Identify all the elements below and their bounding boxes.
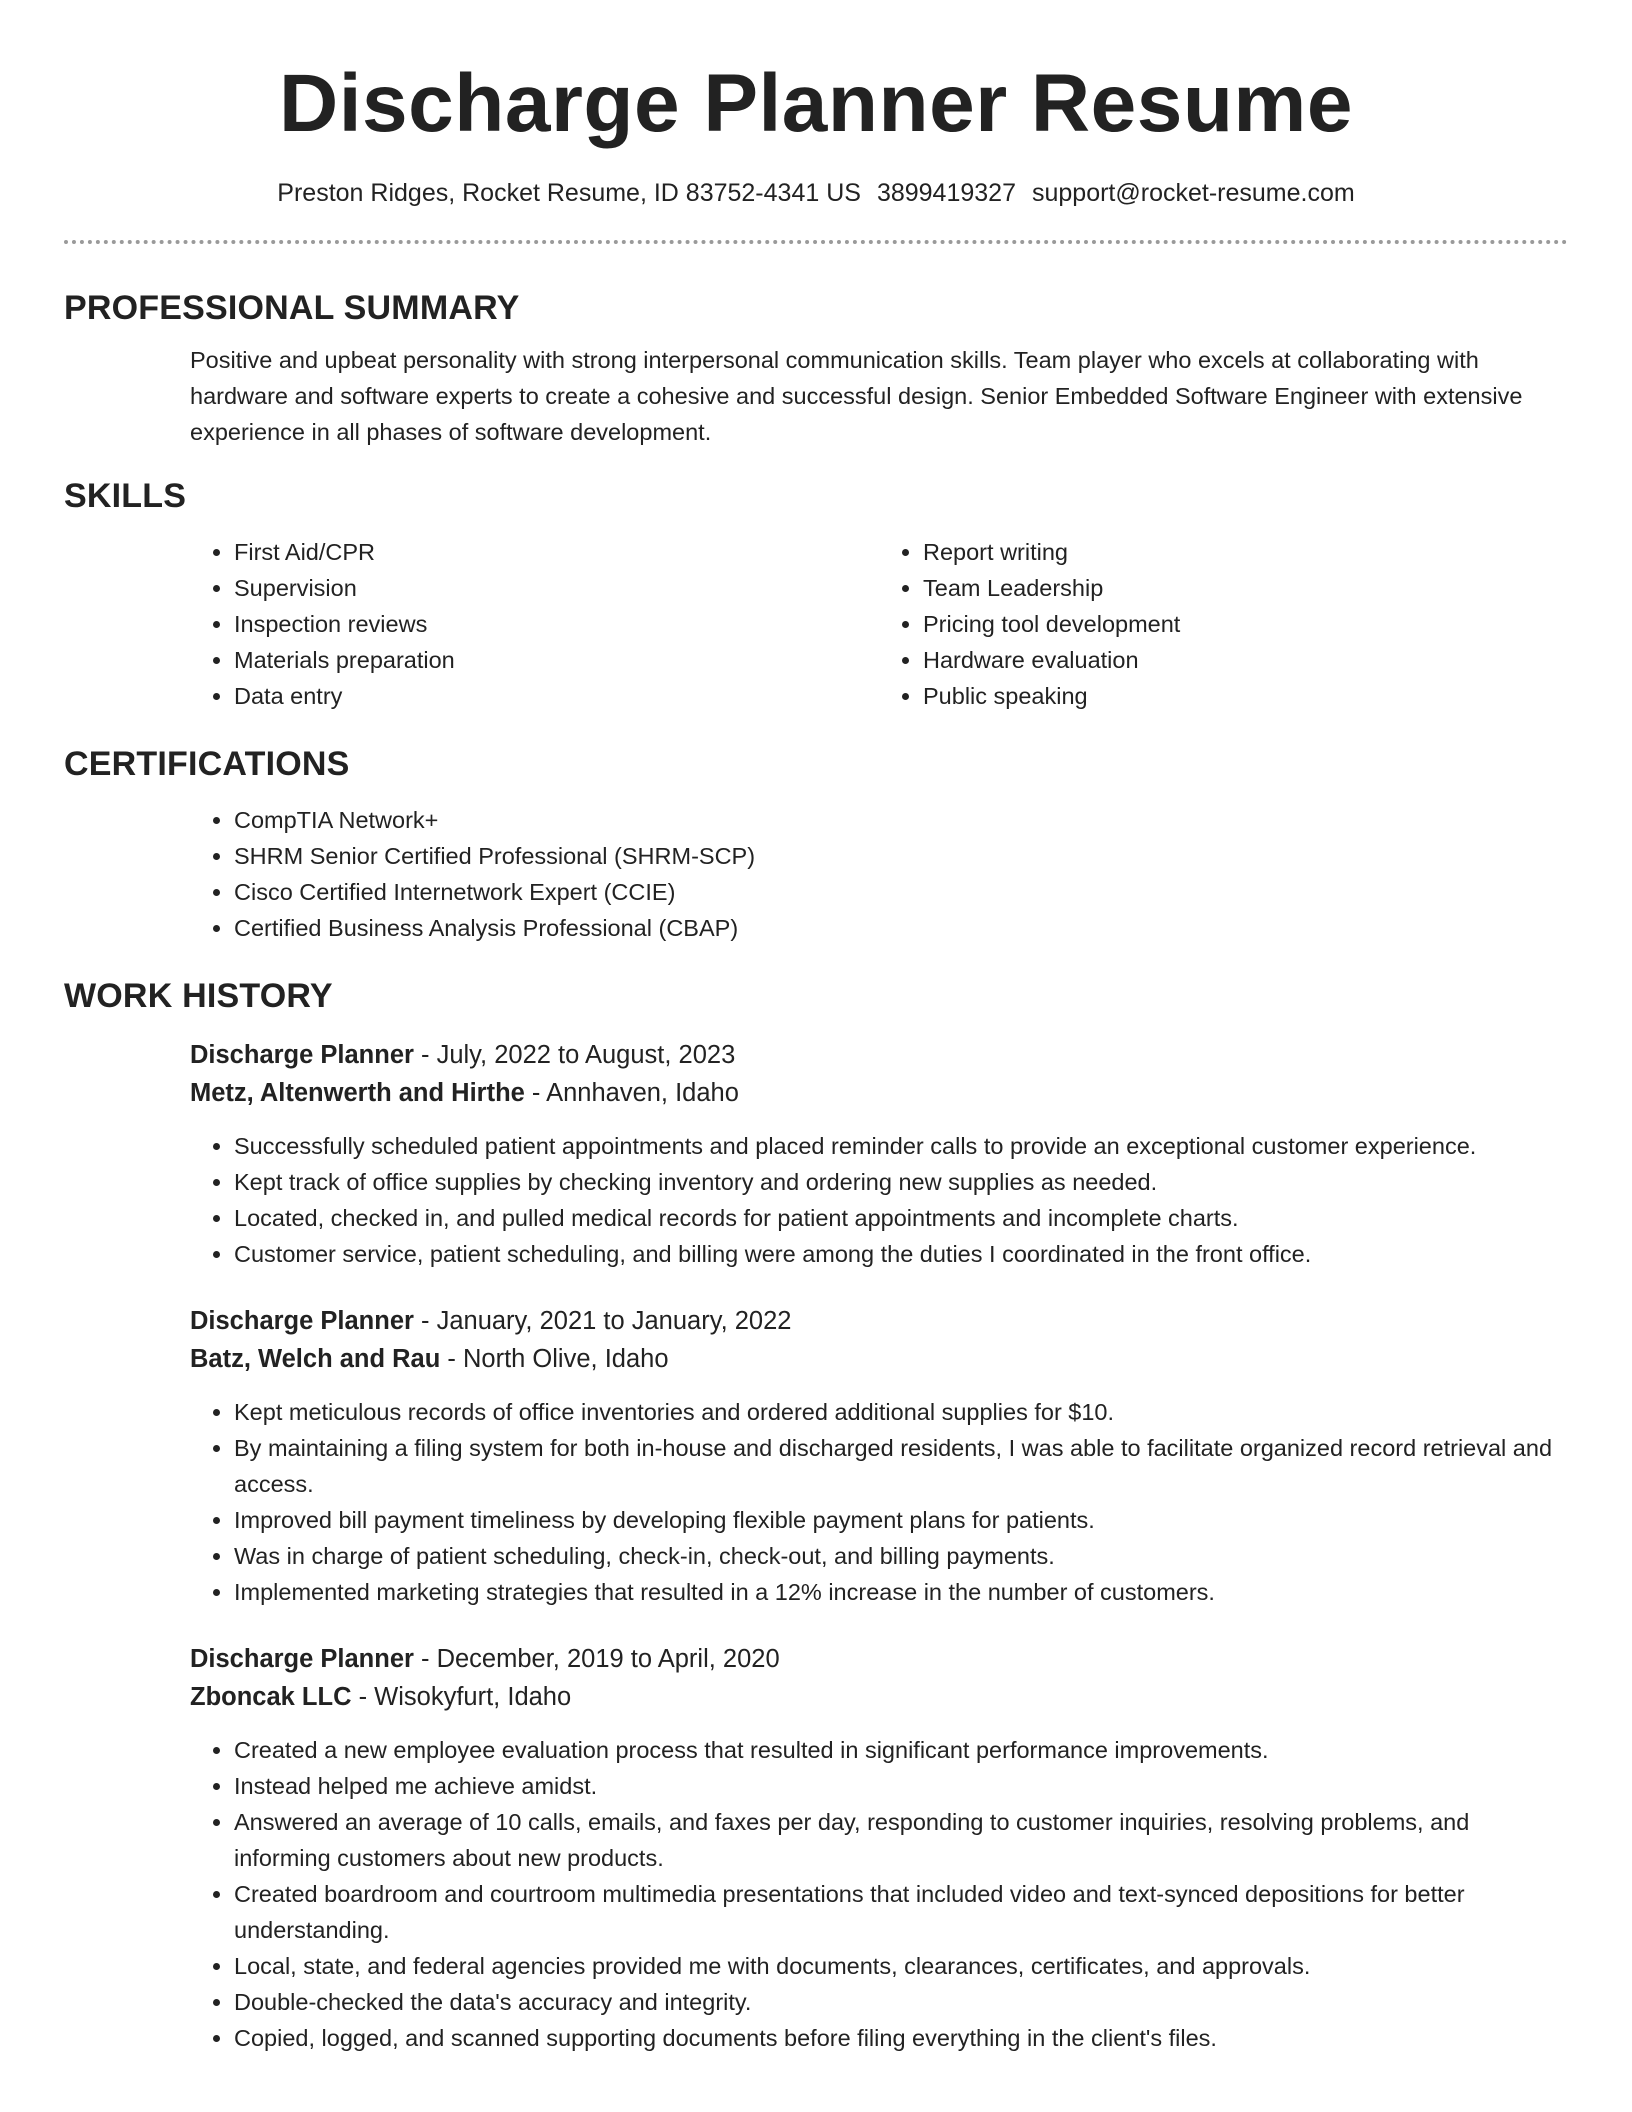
job-location: - Wisokyfurt, Idaho [351,1683,572,1711]
summary-text: Positive and upbeat personality with strong interpersonal communication skills. Team player who excels at collaborating with hardware and software experts to create a cohesive and successful design. Senior Embedded Software Engineer with extensive experience in all phases of software development. [190,347,1523,445]
certification-item: • SHRM Senior Certified Professional (SHRM-SCP) [234,838,1568,874]
job-duty: • Customer service, patient scheduling, and billing were among the duties I coordinated in the front office. [234,1236,1568,1272]
work-history-heading: WORK HISTORY [64,977,333,1015]
skill-item: • Public speaking [923,678,1568,714]
contact-email: support@rocket-resume.com [1031,179,1355,207]
job-duty: • Was in charge of patient scheduling, check-in, check-out, and billing payments. [234,1538,1568,1574]
job-duties [190,1732,1568,2056]
skills-list-left [190,534,879,714]
job-title-line [190,1640,1568,1678]
skill-item: • First Aid/CPR [234,534,879,570]
job-duty: • Kept meticulous records of office inventories and ordered additional supplies for $10. [234,1394,1568,1430]
certifications-list-wrap [190,802,1568,946]
job-duty: • Local, state, and federal agencies provided me with documents, clearances, certificates, and approvals. [234,1948,1568,1984]
job-duty: • Instead helped me achieve amidst. [234,1768,1568,1804]
summary-section [64,288,1568,450]
certifications-heading: CERTIFICATIONS [64,745,350,783]
job-duty: • Kept track of office supplies by checking inventory and ordering new supplies as needed. [234,1164,1568,1200]
job-duty: • Implemented marketing strategies that resulted in a 12% increase in the number of customers. [234,1574,1568,1610]
job-duty: • Successfully scheduled patient appointments and placed reminder calls to provide an exceptional customer experience. [234,1128,1568,1164]
job-duty: • Double-checked the data's accuracy and integrity. [234,1984,1568,2020]
job-entry [190,1036,1568,1272]
job-duty: • Created boardroom and courtroom multimedia presentations that included video and text-synced depositions for better understanding. [234,1876,1568,1948]
job-duty: • Located, checked in, and pulled medical records for patient appointments and incomplete charts. [234,1200,1568,1236]
job-location: - North Olive, Idaho [440,1345,669,1373]
job-company-line [190,1340,1568,1378]
contact-phone: 3899419327 [876,179,1016,207]
skills-list-right [879,534,1568,714]
skill-item: • Materials preparation [234,642,879,678]
skill-item: • Supervision [234,570,879,606]
header-divider [64,240,1568,244]
skill-item: • Team Leadership [923,570,1568,606]
job-company-line [190,1074,1568,1112]
resume-title: Discharge Planner Resume [279,58,1353,149]
skills-section [64,476,1568,714]
job-duty: • Copied, logged, and scanned supporting documents before filing everything in the client's files. [234,2020,1568,2056]
job-duty: • Created a new employee evaluation process that resulted in significant performance improvements. [234,1732,1568,1768]
job-duty: • By maintaining a filing system for both in-house and discharged residents, I was able to facilitate organized record retrieval and access. [234,1430,1568,1502]
job-dates: - January, 2021 to January, 2022 [413,1307,792,1335]
job-duty: • Improved bill payment timeliness by developing flexible payment plans for patients. [234,1502,1568,1538]
job-company-line [190,1678,1568,1716]
contact-line [64,176,1568,210]
skill-item: • Data entry [234,678,879,714]
work-history-section [64,976,1568,2056]
job-title: Discharge Planner [190,1645,414,1673]
skills-columns [190,534,1568,714]
job-dates: - July, 2022 to August, 2023 [413,1041,736,1069]
skill-item: • Inspection reviews [234,606,879,642]
job-company: Metz, Altenwerth and Hirthe [190,1079,525,1107]
job-company: Zboncak LLC [190,1683,352,1711]
job-title-line [190,1036,1568,1074]
job-duties [190,1128,1568,1272]
job-location: - Annhaven, Idaho [524,1079,739,1107]
job-title-line [190,1302,1568,1340]
job-company: Batz, Welch and Rau [190,1345,441,1373]
skill-item: • Pricing tool development [923,606,1568,642]
job-entry [190,1302,1568,1610]
job-title: Discharge Planner [190,1041,414,1069]
job-title: Discharge Planner [190,1307,414,1335]
skill-item: • Report writing [923,534,1568,570]
job-duty: • Answered an average of 10 calls, emails, and faxes per day, responding to customer inquiries, resolving problems, and informing customers about new products. [234,1804,1568,1876]
contact-address: Preston Ridges, Rocket Resume, ID 83752-4341 US [277,179,861,207]
certifications-section [64,744,1568,946]
resume-page [64,0,1568,2056]
skills-heading: SKILLS [64,477,187,515]
job-entry [190,1640,1568,2056]
certification-item: • CompTIA Network+ [234,802,1568,838]
certification-item: • Certified Business Analysis Professional (CBAP) [234,910,1568,946]
certification-item: • Cisco Certified Internetwork Expert (CCIE) [234,874,1568,910]
certifications-list [190,802,1568,946]
skill-item: • Hardware evaluation [923,642,1568,678]
summary-heading: PROFESSIONAL SUMMARY [64,289,520,327]
job-duties [190,1394,1568,1610]
job-dates: - December, 2019 to April, 2020 [413,1645,780,1673]
